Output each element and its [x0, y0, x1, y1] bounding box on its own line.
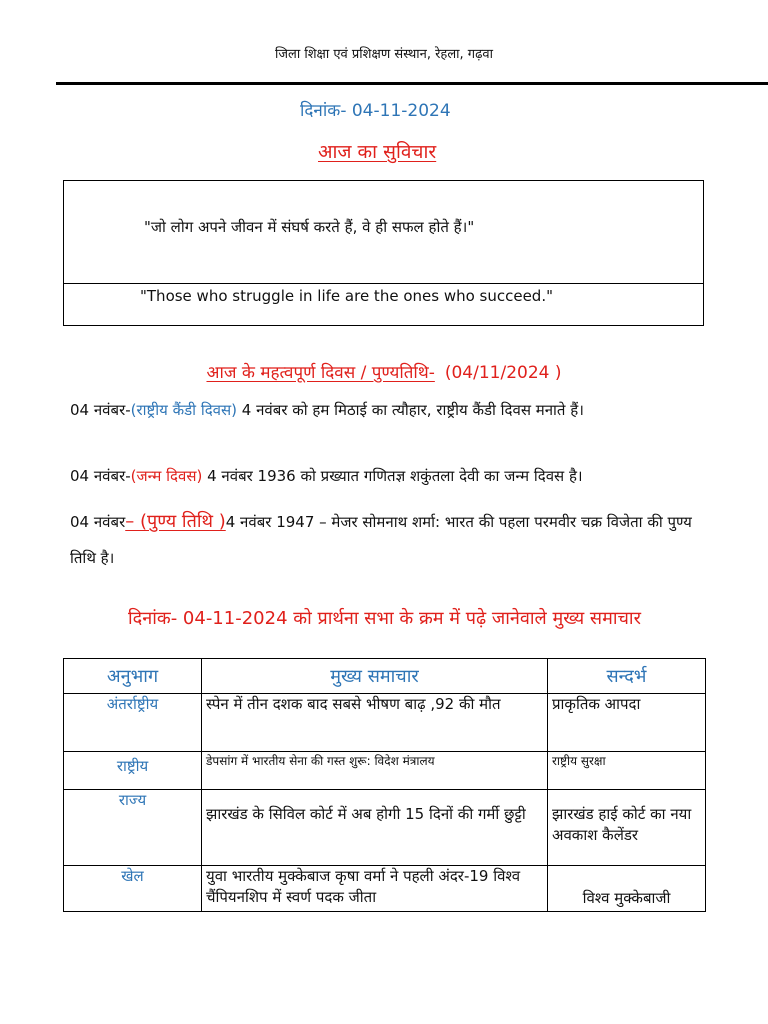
cell-section: राज्य [64, 790, 202, 866]
cell-reference: राष्ट्रीय सुरक्षा [548, 752, 706, 790]
day-tag: – (पुण्य तिथि ) [125, 511, 226, 532]
day-tag: (राष्ट्रीय कैंडी दिवस) [130, 401, 238, 419]
cell-section: राष्ट्रीय [64, 752, 202, 790]
cell-headline: झारखंड के सिविल कोर्ट में अब होगी 15 दिनों की गर्मी छुट्टी [202, 790, 548, 866]
table-row [64, 790, 706, 866]
date-line: दिनांक- 04-11-2024 [300, 101, 451, 121]
table-header-row [64, 659, 706, 694]
news-table [63, 658, 706, 912]
column-header-headline: मुख्य समाचार [202, 659, 548, 694]
column-header-reference: सन्दर्भ [548, 659, 706, 694]
day-date: 04 नवंबर- [70, 467, 131, 485]
important-days-heading: आज के महत्वपूर्ण दिवस / पुण्यतिथि- [206, 363, 435, 383]
cell-reference: झारखंड हाई कोर्ट का नया अवकाश कैलेंडर [548, 790, 706, 866]
thought-divider [64, 283, 703, 284]
day-text: 4 नवंबर को हम मिठाई का त्यौहार, राष्ट्रीय कैंडी दिवस मनाते हैं। [237, 401, 584, 419]
institute-header: जिला शिक्षा एवं प्रशिक्षण संस्थान, रेहला, गढ़वा [275, 47, 493, 62]
table-row [64, 694, 706, 752]
cell-section: खेल [64, 866, 202, 912]
table-row [64, 866, 706, 912]
thought-title: आज का सुविचार [318, 141, 437, 163]
column-header-section: अनुभाग [64, 659, 202, 694]
day-item-candy [70, 396, 710, 425]
cell-headline: युवा भारतीय मुक्केबाज कृषा वर्मा ने पहली अंदर-19 विश्व चैंपियनशिप में स्वर्ण पदक जीता [202, 866, 548, 912]
important-days-date: (04/11/2024 ) [444, 363, 562, 383]
cell-section: अंतर्राष्ट्रीय [64, 694, 202, 752]
day-text: 4 नवंबर 1936 को प्रख्यात गणितज्ञ शकुंतला देवी का जन्म दिवस है। [202, 467, 583, 485]
day-text: 4 नवंबर 1947 – मेजर सोमनाथ शर्मा: भारत की पहला परमवीर चक्र विजेता की पुण्य तिथि है। [70, 513, 692, 567]
thought-english: "Those who struggle in life are the ones who succeed." [140, 287, 553, 305]
thought-box [63, 180, 704, 326]
day-date: 04 नवंबर- [70, 401, 131, 419]
day-item-birthday [70, 462, 710, 491]
cell-headline: डेपसांग में भारतीय सेना की गस्त शुरू: विदेश मंत्रालय [202, 752, 548, 790]
thought-hindi: "जो लोग अपने जीवन में संघर्ष करते हैं, वे ही सफल होते हैं।" [144, 218, 475, 236]
cell-reference: प्राकृतिक आपदा [548, 694, 706, 752]
day-tag: (जन्म दिवस) [130, 467, 203, 485]
table-row [64, 752, 706, 790]
day-item-death-anniversary [70, 504, 710, 576]
cell-headline: स्पेन में तीन दशक बाद सबसे भीषण बाढ़ ,92 की मौत [202, 694, 548, 752]
day-date: 04 नवंबर [70, 513, 126, 531]
cell-reference: विश्व मुक्केबाजी [548, 866, 706, 912]
news-title: दिनांक- 04-11-2024 को प्रार्थना सभा के क्रम में पढ़े जानेवाले मुख्य समाचार [128, 608, 641, 629]
header-rule [56, 82, 768, 85]
important-days-title [0, 360, 768, 383]
